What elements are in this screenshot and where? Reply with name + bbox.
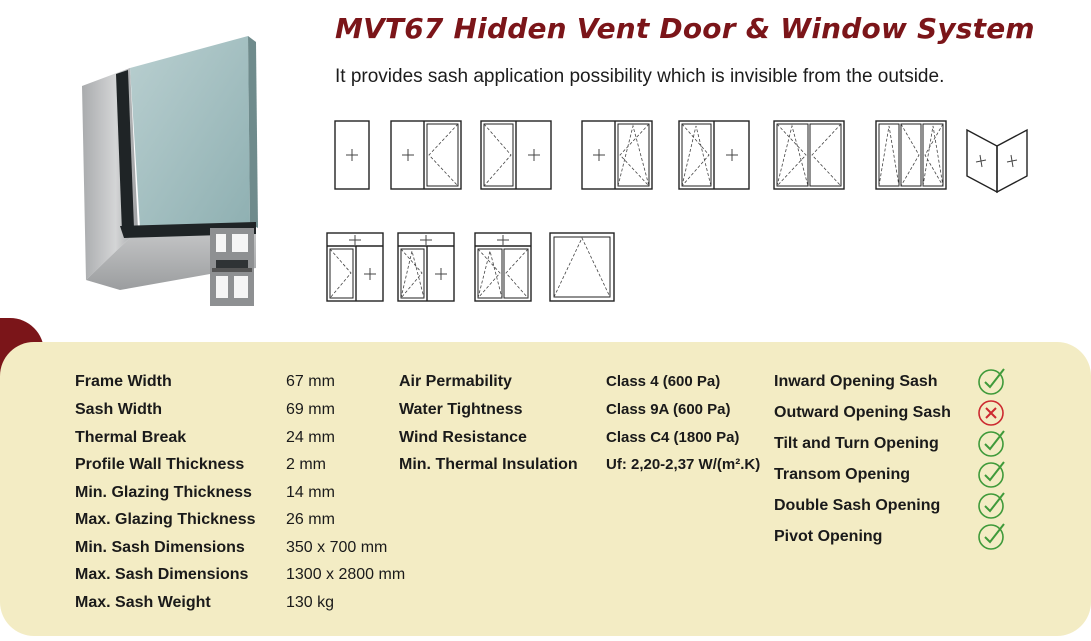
spec-value: 14 mm [286,484,335,501]
opening-label: Double Sash Opening [774,497,941,514]
opening-label: Transom Opening [774,466,911,483]
spec-label: Max. Sash Dimensions [75,566,249,583]
performance-value: Class 9A (600 Pa) [606,401,731,418]
spec-label: Max. Sash Weight [75,594,211,611]
performance-value: Class C4 (1800 Pa) [606,429,740,446]
performance-label: Min. Thermal Insulation [399,456,578,473]
performance-label: Air Permability [399,373,512,390]
pivot-window-icon [549,232,615,302]
spec-label: Frame Width [75,373,172,390]
fixed-plus-tilt-turn-window-icon [581,120,653,190]
spec-label: Thermal Break [75,429,187,446]
check-icon [977,521,1007,551]
fixed-window-icon [334,120,370,190]
product-profile-image [60,28,296,318]
opening-label: Tilt and Turn Opening [774,435,939,452]
spec-label: Min. Sash Dimensions [75,539,245,556]
spec-value: 69 mm [286,401,335,418]
opening-label: Outward Opening Sash [774,404,951,421]
spec-label: Min. Glazing Thickness [75,484,252,501]
spec-label: Sash Width [75,401,162,418]
opening-label: Inward Opening Sash [774,373,938,390]
triple-sash-window-icon [875,120,947,190]
corner-window-icon [965,118,1029,196]
transom-tilt-turn-fixed-window-icon [397,232,455,302]
spec-value: 67 mm [286,373,335,390]
check-icon [977,490,1007,520]
performance-value: Uf: 2,20-2,37 W/(m².K) [606,456,761,473]
spec-value: 2 mm [286,456,326,473]
cross-icon [977,397,1007,427]
transom-double-sash-window-icon [474,232,532,302]
spec-value: 350 x 700 mm [286,539,388,556]
double-sash-tilt-turn-window-icon [773,120,845,190]
tilt-turn-plus-fixed-window-icon [678,120,750,190]
performance-value: Class 4 (600 Pa) [606,373,721,390]
turn-plus-fixed-window-icon [480,120,552,190]
transom-turn-fixed-window-icon [326,232,384,302]
spec-label: Profile Wall Thickness [75,456,245,473]
check-icon [977,428,1007,458]
spec-label: Max. Glazing Thickness [75,511,256,528]
opening-label: Pivot Opening [774,528,883,545]
fixed-plus-turn-window-icon [390,120,462,190]
page-title: MVT67 Hidden Vent Door & Window System [335,12,1035,45]
performance-label: Water Tightness [399,401,523,418]
spec-value: 24 mm [286,429,335,446]
spec-value: 1300 x 2800 mm [286,566,406,583]
page-subtitle: It provides sash application possibility which is invisible from the outside. [335,66,945,87]
check-icon [977,366,1007,396]
spec-value: 26 mm [286,511,335,528]
spec-value: 130 kg [286,594,335,611]
check-icon [977,459,1007,489]
performance-label: Wind Resistance [399,429,527,446]
